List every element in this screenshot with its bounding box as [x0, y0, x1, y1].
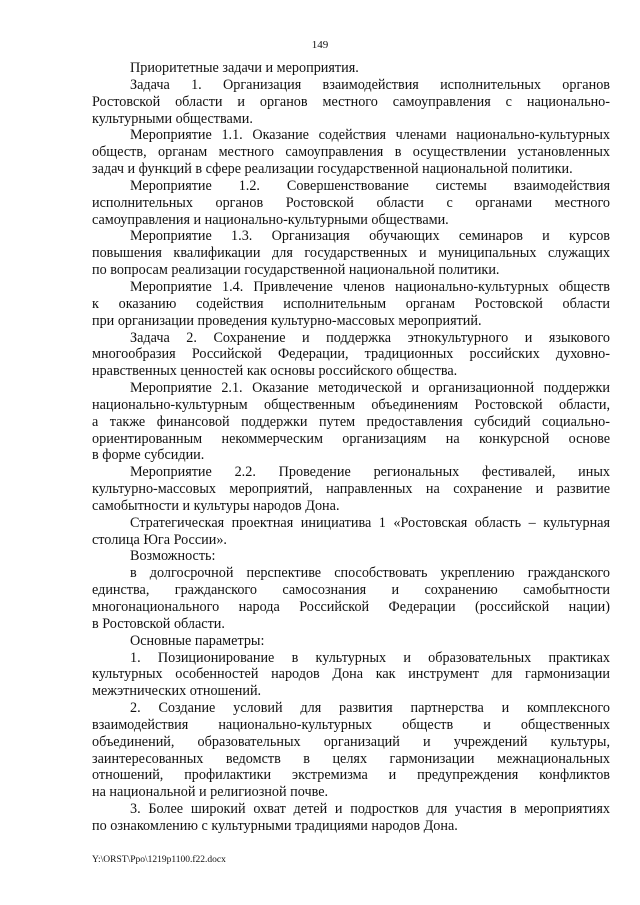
paragraph-line: ориентированным некоммерческим организациям на конкурсной основе	[92, 430, 610, 447]
paragraph-line: культурно-массовых мероприятий, направленных на сохранение и развитие	[92, 481, 610, 498]
paragraph	[92, 330, 610, 381]
paragraph-line: в Ростовской области.	[92, 615, 225, 632]
paragraph	[92, 700, 610, 801]
paragraph-line: к оказанию содействия исполнительным органам Ростовской области	[92, 295, 610, 312]
paragraph	[92, 228, 610, 279]
paragraph-line: Стратегическая проектная инициатива 1 «Ростовская область – культурная	[130, 514, 610, 531]
paragraph-line: Приоритетные задачи и мероприятия.	[130, 60, 359, 76]
paragraph-line: 2. Создание условий для развития партнерства и комплексного	[130, 700, 610, 717]
paragraph-line: Мероприятие 2.2. Проведение региональных фестивалей, иных	[130, 464, 610, 481]
paragraph-line: Задача 1. Организация взаимодействия исполнительных органов	[130, 76, 610, 93]
paragraph	[92, 178, 610, 229]
paragraph-line: многонационального народа Российской Федерации (российской нации)	[92, 599, 610, 615]
paragraph-line: на национальной и религиозной почве.	[92, 784, 329, 801]
paragraph-line: Возможность:	[130, 548, 216, 565]
paragraph-line: по вопросам реализации государственной национальной политики.	[92, 262, 500, 279]
paragraph	[92, 515, 610, 549]
page-number: 149	[311, 39, 329, 51]
paragraph	[92, 548, 610, 565]
paragraph-line: многообразия Российской Федерации, традиционных российских духовно-	[92, 346, 610, 363]
paragraph-line: исполнительных органов Ростовской области с органами местного	[92, 194, 610, 211]
paragraph-line: самоуправления и национально-культурными обществами.	[92, 211, 449, 228]
paragraph-line: заинтересованных ведомств в целях гармонизации межнациональных	[92, 750, 610, 767]
file-path-footer: Y:\ORST\Ppo\1219p1100.f22.docx	[92, 855, 226, 865]
paragraph-line: обществ, органам местного самоуправления в осуществлении установленных	[92, 144, 610, 161]
paragraph-line: Мероприятие 1.2. Совершенствование системы взаимодействия	[130, 177, 610, 194]
paragraph-line: Мероприятие 1.1. Оказание содействия членами национально-культурных	[130, 127, 610, 144]
paragraph	[92, 565, 610, 632]
paragraph-line: самобытности и культуры народов Дона.	[92, 497, 340, 514]
paragraph-line: единства, гражданского самосознания и сохранению самобытности	[92, 582, 610, 599]
paragraph	[92, 650, 610, 701]
paragraph-line: в долгосрочной перспективе способствовать укреплению гражданского	[130, 565, 610, 582]
paragraph-line: Мероприятие 1.3. Организация обучающих семинаров и курсов	[130, 228, 610, 245]
document-body	[92, 60, 610, 835]
paragraph-line: в форме субсидии.	[92, 447, 205, 464]
paragraph	[92, 127, 610, 178]
paragraph	[92, 279, 610, 330]
paragraph-line: Основные параметры:	[130, 632, 265, 649]
paragraph-line: объединений, образовательных организаций и учреждений культуры,	[92, 733, 610, 750]
paragraph-line: повышения квалификации для государственных и муниципальных служащих	[92, 245, 610, 262]
paragraph	[92, 464, 610, 515]
paragraph-line: при организации проведения культурно-массовых мероприятий.	[92, 312, 482, 329]
paragraph-line: Мероприятие 1.4. Привлечение членов национально-культурных обществ	[130, 278, 610, 295]
paragraph-line: культурных особенностей народов Дона как инструмент для гармонизации	[92, 666, 610, 683]
paragraph-line: межэтнических отношений.	[92, 683, 262, 700]
paragraph	[92, 801, 610, 835]
paragraph-line: отношений, профилактики экстремизма и предупреждения конфликтов	[92, 767, 610, 784]
paragraph-line: по ознакомлению с культурными традициями народов Дона.	[92, 817, 458, 834]
paragraph-line: взаимодействия национально-культурных обществ и общественных	[92, 716, 610, 733]
paragraph-line: столица Юга России».	[92, 531, 227, 548]
paragraph	[92, 77, 610, 128]
paragraph	[92, 380, 610, 464]
paragraph-line: 1. Позиционирование в культурных и образовательных практиках	[130, 649, 610, 666]
paragraph	[92, 60, 610, 77]
paragraph-line: задач и функций в сфере реализации государственной национальной политики.	[92, 161, 573, 178]
paragraph-line: Мероприятие 2.1. Оказание методической и организационной поддержки	[130, 380, 610, 397]
paragraph-line: Ростовской области и органов местного самоуправления с национально-	[92, 93, 610, 110]
paragraph-line: 3. Более широкий охват детей и подростков для участия в мероприятиях	[130, 801, 610, 818]
paragraph-line: нравственных ценностей как основы российского общества.	[92, 363, 458, 380]
paragraph	[92, 633, 610, 650]
paragraph-line: культурными обществами.	[92, 110, 253, 127]
paragraph-line: а также финансовой поддержки путем предоставления субсидий социально-	[92, 413, 610, 430]
paragraph-line: национально-культурным общественным объединениям Ростовской области,	[92, 396, 610, 413]
paragraph-line: Задача 2. Сохранение и поддержка этнокультурного и языкового	[130, 329, 610, 346]
